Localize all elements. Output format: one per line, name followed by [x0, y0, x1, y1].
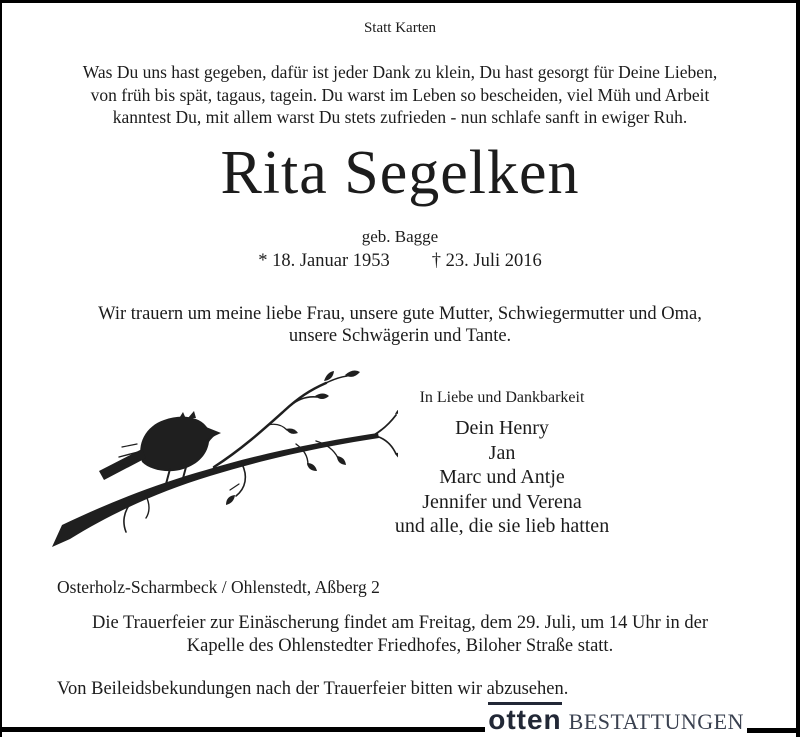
- dedication-names: [352, 416, 652, 539]
- dedication-name: Jennifer und Verena: [422, 490, 582, 513]
- service-line: Kapelle des Ohlenstedter Friedhofes, Biloher Straße statt.: [186, 635, 614, 656]
- death-date: † 23. Juli 2016: [431, 251, 542, 271]
- dedication-name: Jan: [488, 441, 516, 464]
- birth-date: * 18. Januar 1953: [258, 251, 390, 271]
- bird-on-branch-illustration: [46, 364, 398, 556]
- condolence-note: Von Beileidsbekundungen nach der Trauerfeier bitten wir abzusehen.: [57, 679, 569, 699]
- mourning-line: unsere Schwägerin und Tante.: [288, 326, 512, 346]
- dedication-name: und alle, die sie lieb hatten: [394, 515, 610, 537]
- logo-suffix-text: BESTATTUNGEN: [568, 709, 744, 734]
- mourning-line: Wir trauern um meine liebe Frau, unsere gute Mutter, Schwiegermutter und Oma,: [98, 304, 702, 324]
- service-info: [0, 612, 800, 657]
- verse-line: von früh bis spät, tagaus, tagein. Du warst im Leben so bescheiden, viel Müh und Arbeit: [90, 84, 710, 105]
- bottom-rule-left: [0, 727, 500, 732]
- verse-line: kanntest Du, mit allem warst Du stets zufrieden - nun schlafe sanft in ewiger Ruh.: [112, 107, 688, 127]
- dedication-block: [352, 389, 652, 539]
- memorial-verse: [0, 61, 800, 129]
- funeral-home-logo: [485, 702, 747, 735]
- bottom-rule-right: [743, 728, 800, 733]
- deceased-name: Rita Segelken: [220, 139, 580, 207]
- maiden-name: geb. Bagge: [361, 227, 439, 246]
- dedication-name: Dein Henry: [455, 417, 549, 439]
- header-note: Statt Karten: [363, 20, 437, 36]
- dedication-name: Marc und Antje: [439, 466, 565, 488]
- logo-wordmark: otten: [488, 704, 562, 735]
- dedication-intro: In Liebe und Dankbarkeit: [419, 389, 585, 406]
- life-dates: [0, 251, 800, 272]
- address-line: Osterholz-Scharmbeck / Ohlenstedt, Aßberg 2: [57, 577, 380, 597]
- mourning-text: [0, 303, 800, 347]
- verse-line: Was Du uns hast gegeben, dafür ist jeder Dank zu klein, Du hast gesorgt für Deine Lieben,: [82, 62, 718, 82]
- service-line: Die Trauerfeier zur Einäscherung findet am Freitag, dem 29. Juli, um 14 Uhr in der: [92, 613, 708, 633]
